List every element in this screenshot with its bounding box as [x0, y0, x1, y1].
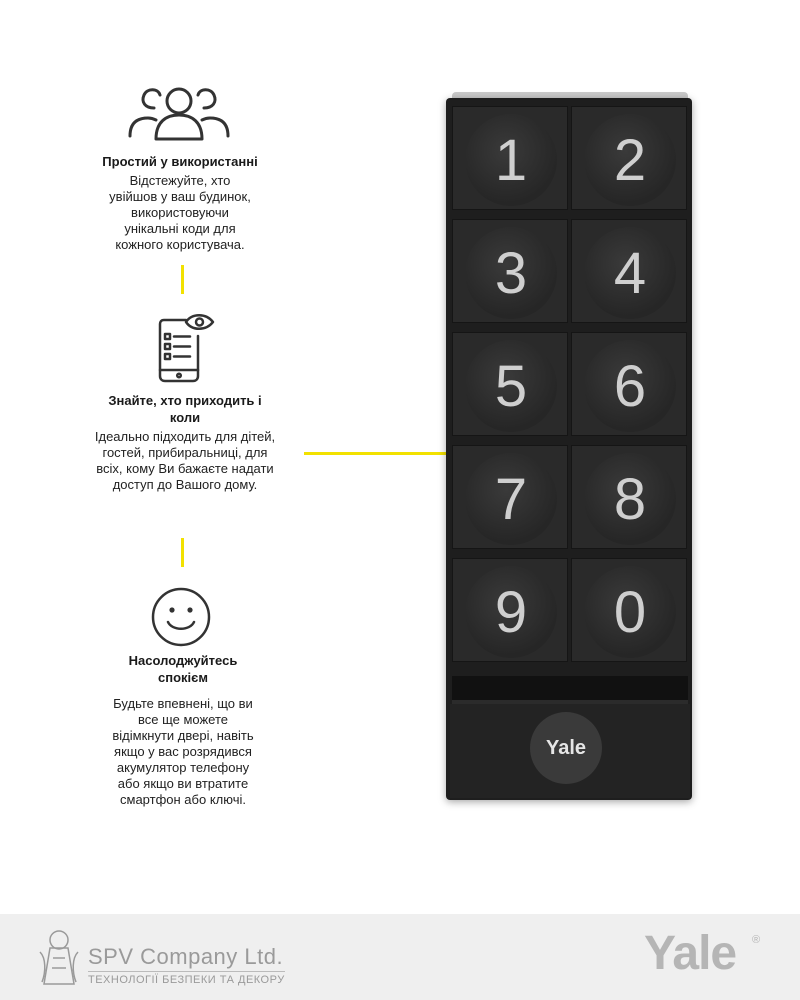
feature-easy-use: [60, 153, 300, 253]
key-9[interactable]: [452, 558, 568, 662]
company-tagline: ТЕХНОЛОГІЇ БЕЗПЕКИ ТА ДЕКОРУ: [88, 971, 285, 986]
key-label: 8: [584, 453, 676, 545]
company-name: SPV Company Ltd.: [88, 944, 284, 969]
feature-description: Відстежуйте, хто увійшов у ваш будинок, використовуючи унікальні коди для кожного користувача.: [109, 173, 251, 252]
registered-mark: ®: [752, 934, 761, 946]
key-4[interactable]: [571, 219, 687, 323]
key-0[interactable]: [571, 558, 687, 662]
yale-logo: Yale: [644, 927, 737, 980]
key-label: 0: [584, 566, 676, 658]
key-7[interactable]: [452, 445, 568, 549]
key-8[interactable]: [571, 445, 687, 549]
key-5[interactable]: [452, 332, 568, 436]
feature-title: Насолоджуйтесь спокієм: [128, 653, 238, 685]
key-label: 3: [465, 227, 557, 319]
keypad-light-strip: [452, 676, 688, 700]
feature-title: Простий у використанні: [102, 154, 258, 169]
key-label: 5: [465, 340, 557, 432]
feature-know-who: [60, 392, 310, 493]
feature-title: Знайте, хто приходить і коли: [108, 393, 262, 425]
key-3[interactable]: [452, 219, 568, 323]
phone-eye-icon: [156, 312, 216, 384]
users-icon: [126, 84, 232, 142]
key-label: 1: [465, 114, 557, 206]
key-label: 2: [584, 114, 676, 206]
key-6[interactable]: [571, 332, 687, 436]
yale-button[interactable]: Yale: [530, 712, 602, 784]
feature-description: Будьте впевнені, що ви все ще можете відімкнути двері, навіть якщо у вас розрядився акумулятор телефону або якщо ви втратите смартфон або ключі.: [112, 696, 254, 807]
key-2[interactable]: [571, 106, 687, 210]
key-label: 9: [465, 566, 557, 658]
key-label: 4: [584, 227, 676, 319]
divider-line: [181, 265, 184, 294]
key-label: 7: [465, 453, 557, 545]
key-label: 6: [584, 340, 676, 432]
feature-description: Ідеально підходить для дітей, гостей, прибиральниці, для всіх, кому Ви бажаєте надати доступ до Вашого дому.: [94, 429, 276, 492]
smiley-icon: [150, 586, 212, 648]
connector-line: [304, 452, 446, 455]
key-1[interactable]: [452, 106, 568, 210]
feature-peace: [70, 652, 296, 808]
spv-logo-icon: [36, 928, 82, 986]
divider-line: [181, 538, 184, 567]
